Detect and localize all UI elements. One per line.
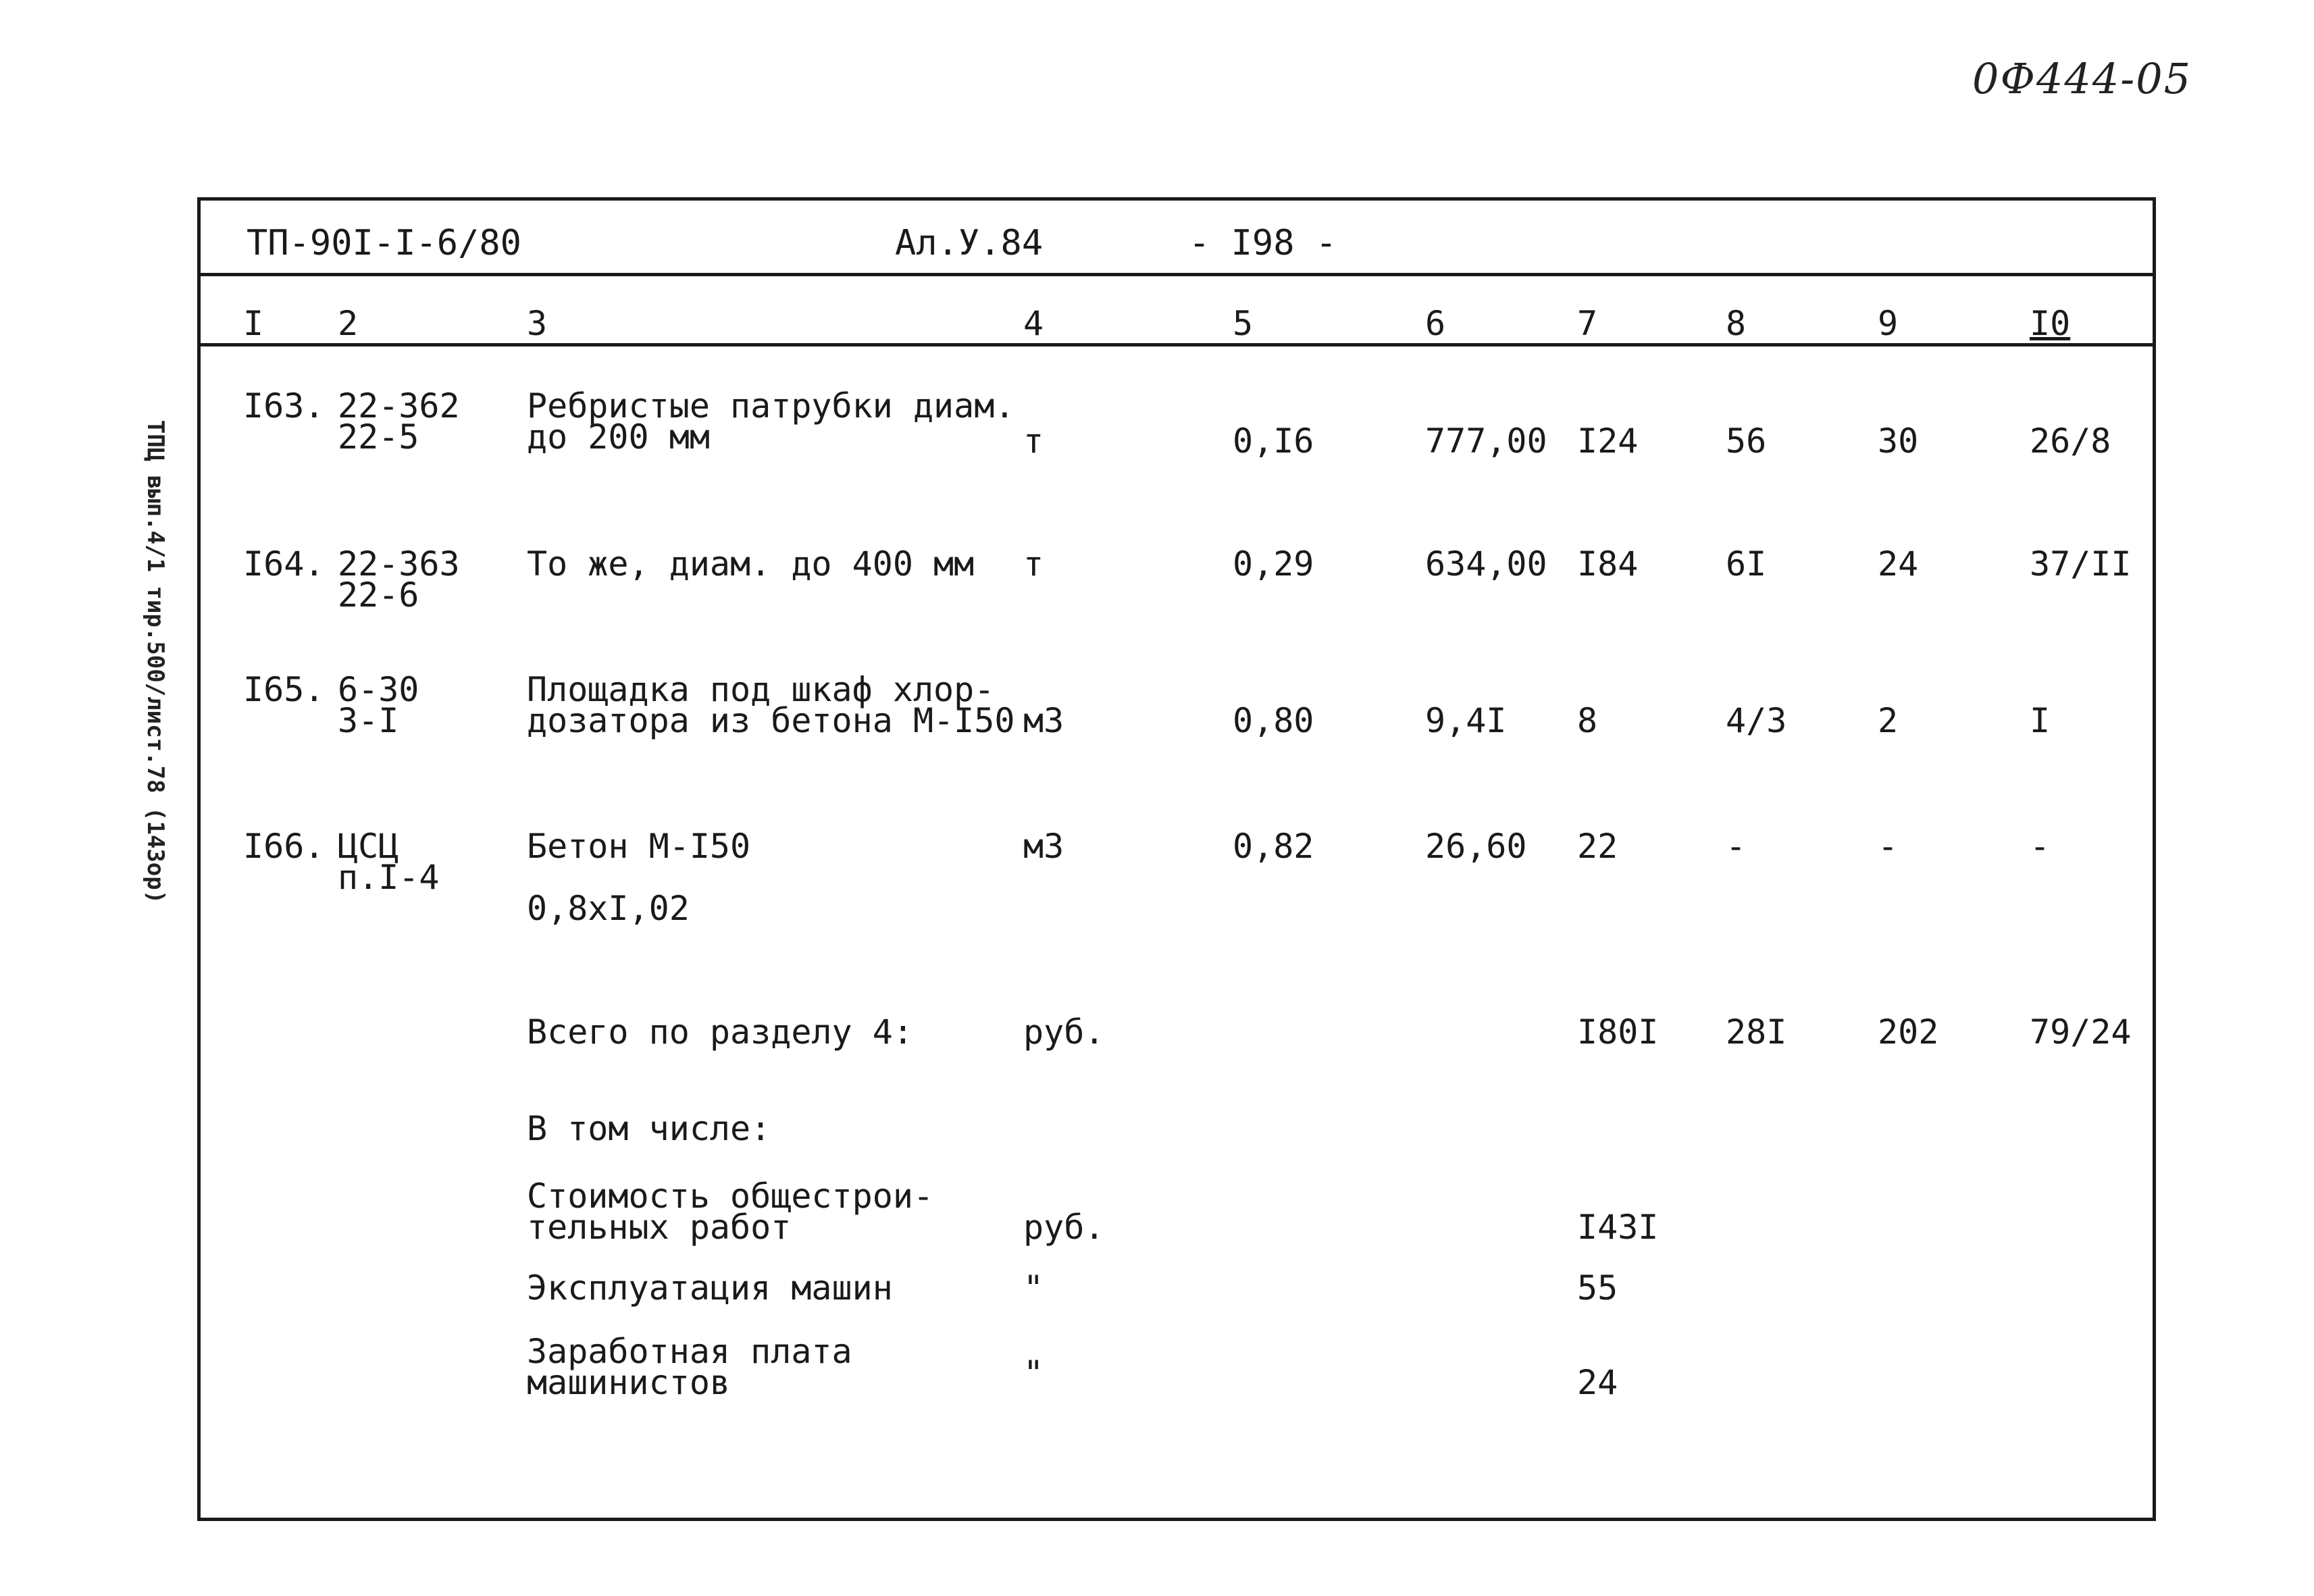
row-163-name-2: до 200 мм [527, 417, 710, 457]
row-163-name-1: Ребристые патрубки диам. [527, 386, 1015, 426]
handwritten-annotation: 0Ф444-05 [1972, 54, 2192, 103]
row-163-number: I63. [243, 386, 325, 426]
row-164-ref-2: 22-6 [338, 575, 419, 615]
row-164-unit: т [1023, 544, 1044, 584]
construction-cost-label-2: тельных работ [527, 1208, 792, 1247]
page-number: - I98 - [1189, 223, 1337, 263]
row-164-total: I84 [1577, 544, 1639, 584]
machine-operation-value: 55 [1577, 1268, 1618, 1308]
row-165-unit: м3 [1023, 701, 1064, 740]
row-163-quantity: 0,I6 [1233, 421, 1314, 461]
row-163-total: I24 [1577, 421, 1639, 461]
construction-cost-value: I43I [1577, 1208, 1659, 1247]
side-note-text: ТПЦ вып.4/1 тир.500/лист.78 (143ор) [142, 419, 169, 904]
row-164-col10: 37/II [2030, 544, 2132, 584]
row-166-col9: - [1878, 827, 1899, 866]
row-164-name-1: То же, диам. до 400 мм [527, 544, 975, 584]
column-header-7: 7 [1577, 304, 1598, 343]
row-163-price: 777,00 [1425, 421, 1547, 461]
row-166-unit: м3 [1023, 827, 1064, 866]
machine-operation-label: Эксплуатация машин [527, 1268, 893, 1308]
row-164-price: 634,00 [1425, 544, 1547, 584]
row-165-quantity: 0,80 [1233, 701, 1314, 740]
including-label: В том числе: [527, 1109, 771, 1148]
operator-wages-label-1: Заработная плата [527, 1332, 852, 1371]
row-165-ref-1: 6-30 [338, 670, 419, 709]
construction-cost-unit: руб. [1023, 1208, 1105, 1247]
row-163-ref-2: 22-5 [338, 417, 419, 457]
row-166-number: I66. [243, 827, 325, 866]
row-164-col8: 6I [1726, 544, 1767, 584]
document-code: ТП-90I-I-6/80 [247, 223, 521, 263]
row-163-unit: т [1023, 421, 1044, 461]
row-165-col8: 4/3 [1726, 701, 1787, 740]
column-header-9: 9 [1878, 304, 1899, 343]
construction-cost-label-1: Стоимость общестрои- [527, 1177, 934, 1216]
column-header-4: 4 [1023, 304, 1044, 343]
operator-wages-label-2: машинистов [527, 1363, 731, 1402]
column-header-5: 5 [1233, 304, 1254, 343]
machine-operation-unit: " [1023, 1268, 1044, 1308]
row-166-quantity: 0,82 [1233, 827, 1314, 866]
row-163-col8: 56 [1726, 421, 1767, 461]
row-166-col10: - [2030, 827, 2051, 866]
column-header-8: 8 [1726, 304, 1747, 343]
section-total-col10: 79/24 [2030, 1012, 2132, 1052]
row-163-col10: 26/8 [2030, 421, 2111, 461]
column-header-3: 3 [527, 304, 548, 343]
section-total-unit: руб. [1023, 1012, 1105, 1052]
table-frame [197, 197, 2156, 1521]
row-166-ref-2: п.I-4 [338, 858, 440, 897]
row-165-name-2: дозатора из бетона М-I50 [527, 701, 1015, 740]
header-rule [197, 273, 2156, 276]
column-header-10: I0 [2030, 304, 2071, 343]
row-166-price: 26,60 [1425, 827, 1527, 866]
row-163-col9: 30 [1878, 421, 1919, 461]
row-164-quantity: 0,29 [1233, 544, 1314, 584]
row-165-ref-2: 3-I [338, 701, 399, 740]
row-163-ref-1: 22-362 [338, 386, 460, 426]
column-header-rule [197, 343, 2156, 346]
row-166-ref-1: ЦСЦ [338, 827, 399, 866]
column-header-2: 2 [338, 304, 359, 343]
row-165-name-1: Площадка под шкаф хлор- [527, 670, 995, 709]
column-header-1: I [243, 304, 264, 343]
section-total-col8: 28I [1726, 1012, 1787, 1052]
row-164-number: I64. [243, 544, 325, 584]
operator-wages-value: 24 [1577, 1363, 1618, 1402]
row-166-total: 22 [1577, 827, 1618, 866]
row-165-number: I65. [243, 670, 325, 709]
row-166-col8: - [1726, 827, 1747, 866]
row-166-name-2: 0,8хI,02 [527, 889, 690, 928]
row-165-col10: I [2030, 701, 2051, 740]
row-166-name-1: Бетон М-I50 [527, 827, 751, 866]
row-164-ref-1: 22-363 [338, 544, 460, 584]
column-header-6: 6 [1425, 304, 1446, 343]
album-number: Ал.У.84 [895, 223, 1044, 263]
operator-wages-unit: " [1023, 1354, 1044, 1393]
section-total-label: Всего по разделу 4: [527, 1012, 913, 1052]
row-165-col9: 2 [1878, 701, 1899, 740]
section-total-col9: 202 [1878, 1012, 1939, 1052]
row-165-total: 8 [1577, 701, 1598, 740]
section-total-value: I80I [1577, 1012, 1659, 1052]
row-164-col9: 24 [1878, 544, 1919, 584]
row-165-price: 9,4I [1425, 701, 1507, 740]
